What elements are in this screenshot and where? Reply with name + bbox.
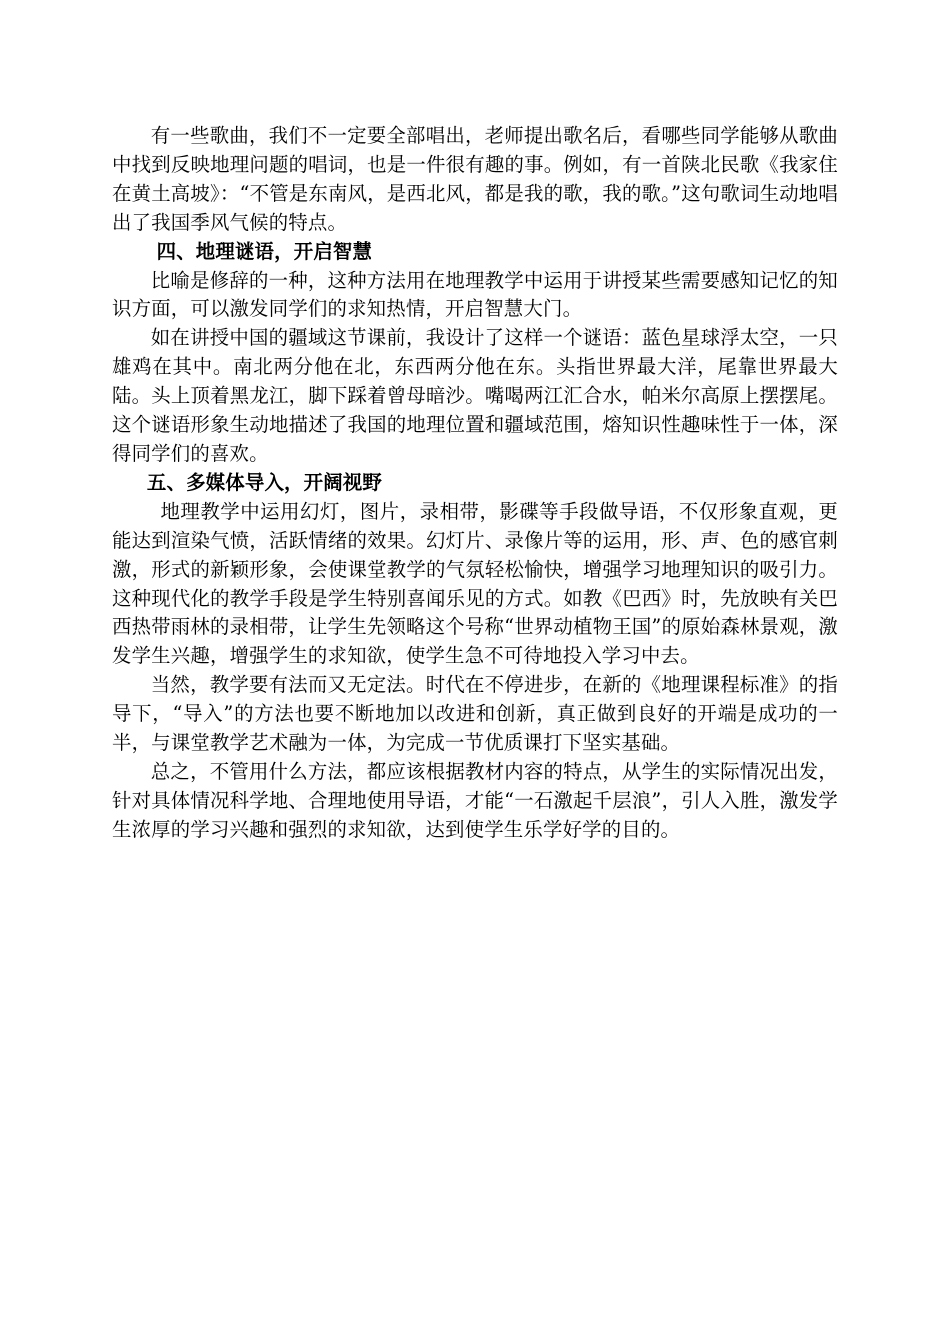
paragraph-riddle-example: 如在讲授中国的疆域这节课前，我设计了这样一个谜语：蓝色星球浮太空，一只雄鸡在其中。南北两分他在北，东西两分他在东。头指世界最大洋，尾靠世界最大陆。头上顶着黑龙江，脚下踩着曾母暗沙。嘴喝两江汇合水，帕米尔高原上摆摆尾。这个谜语形象生动地描述了我国的地理位置和疆域范围，熔知识性趣味性于一体，深得同学们的喜欢。: [112, 326, 838, 465]
paragraph-multimedia: 地理教学中运用幻灯，图片，录相带，影碟等手段做导语，不仅形象直观，更能达到渲染气愤，活跃情绪的效果。幻灯片、录像片等的运用，形、声、色的感官刺激，形式的新颖形象，会使课堂教学的气氛轻松愉快，增强学习地理知识的吸引力。这种现代化的教学手段是学生特别喜闻乐见的方式。如教《巴西》时，先放映有关巴西热带雨林的录相带，让学生先领略这个号称“世界动植物王国”的原始森林景观，激发学生兴趣，增强学生的求知欲，使学生急不可待地投入学习中去。: [112, 499, 838, 668]
section-heading-riddles: 四、地理谜语，开启智慧: [156, 239, 373, 263]
section-heading-multimedia: 五、多媒体导入，开阔视野: [146, 470, 382, 494]
paragraph-method: 当然，教学要有法而又无定法。时代在不停进步，在新的《地理课程标准》的指导下，“导入”的方法也要不断地加以改进和创新，真正做到良好的开端是成功的一半，与课堂教学艺术融为一体，为完成一节优质课打下坚实基础。: [112, 673, 838, 755]
document-page: [112, 122, 838, 845]
paragraph-conclusion: 总之，不管用什么方法，都应该根据教材内容的特点，从学生的实际情况出发，针对具体情况科学地、合理地使用导语，才能“一石激起千层浪”，引人入胜，激发学生浓厚的学习兴趣和强烈的求知欲，达到使学生乐学好学的目的。: [112, 759, 838, 841]
paragraph-songs: 有一些歌曲，我们不一定要全部唱出，老师提出歌名后，看哪些同学能够从歌曲中找到反映地理问题的唱词，也是一件很有趣的事。例如，有一首陕北民歌《我家住在黄土高坡》：“不管是东南风，是西北风，都是我的歌，我的歌。”这句歌词生动地唱出了我国季风气候的特点。: [112, 124, 838, 234]
paragraph-metaphor: 比喻是修辞的一种，这种方法用在地理教学中运用于讲授某些需要感知记忆的知识方面，可以激发同学们的求知热情，开启智慧大门。: [112, 268, 838, 321]
